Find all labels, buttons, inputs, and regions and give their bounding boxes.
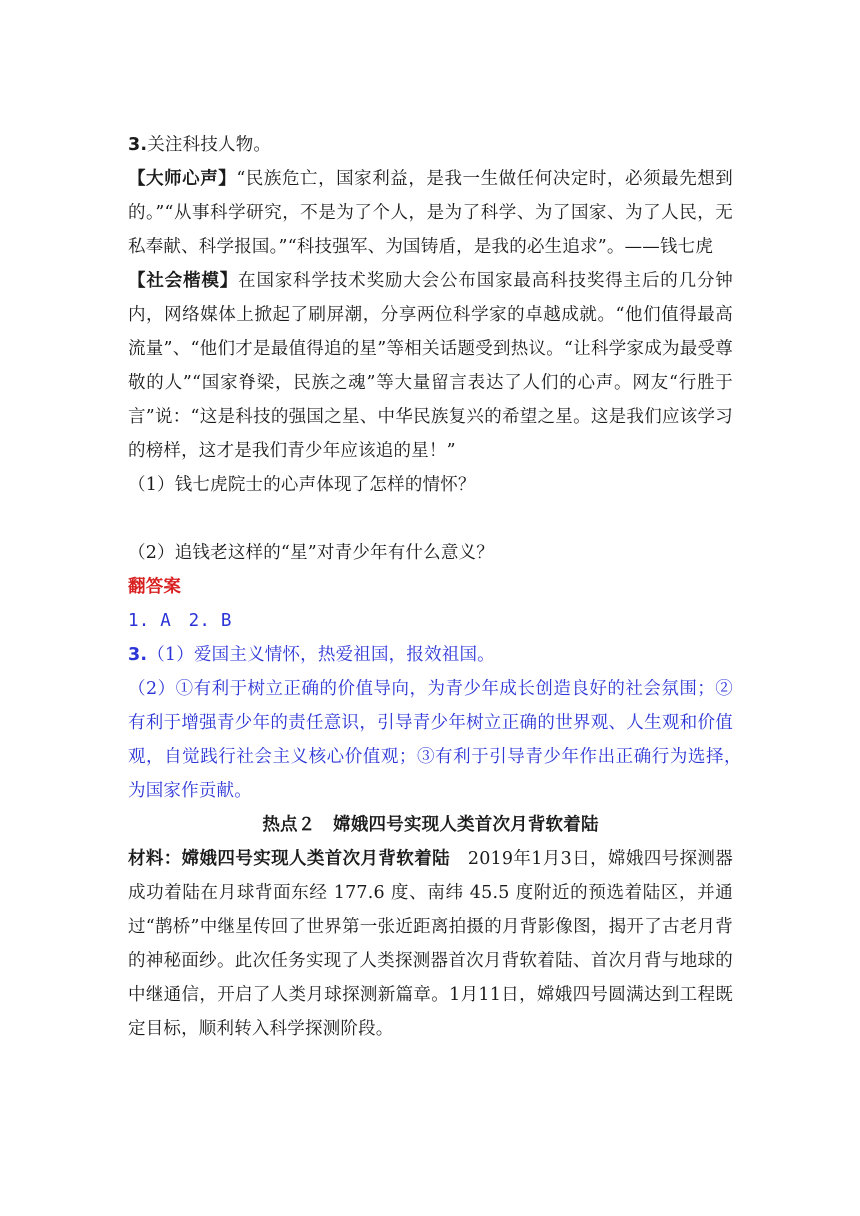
social-model-paragraph [128,264,733,468]
heading-number: 3. [128,135,148,155]
answer-2: （2）①有利于树立正确的价值导向，为青少年成长创造良好的社会氛围；②有利于增强青少年的责任意识，引导青少年树立正确的世界观、人生观和价值观，自觉践行社会主义核心价值观；③有利于引导青少年作出正确行为选择， 为国家作贡献。 [128,679,751,801]
answer-multiple-choice: 1. A 2. B [128,611,232,631]
heading-text: 关注科技人物。 [147,135,272,155]
hotspot2-title: 热点２ 嫦娥四号实现人类首次月背软着陆 [262,815,599,835]
question-2: （2）追钱老这样的“星”对青少年有什么意义？ [128,543,494,563]
social-model-text: 在国家科学技术奖励大会公布国家最高科技奖得主后的几分钟内，网络媒体上掀起了刷屏潮，分享两位科学家的卓越成就。“他们值得最高流量”、“他们才是最值得追的星”等相关话题受到热议。“让科学家成为最受尊敬的人”“国家脊梁，民族之魂”等大量留言表达了人们的心声。网友“行胜于言”说：“这是科技的强国之星、中华民族复兴的希望之星。这是我们应该学习的榜样，这才是我们青少年应该追的星！” [128,271,733,461]
answer-space [128,502,733,536]
hotspot2-material [128,842,733,1046]
document-page [128,128,751,1046]
section3-heading [128,128,733,162]
master-voice-text: “民族危亡，国家利益，是我一生做任何决定时，必须最先想到的。”“从事科学研究，不是为了个人，是为了科学、为了国家、为了人民，无私奉献、科学报国。”“科技强军、为国铸盾，是我的必生追求”。——钱七虎 [128,169,734,257]
answers-label: 翻答案 [128,577,182,597]
social-model-label: 【社会楷模】 [128,271,239,291]
question-1: （1）钱七虎院士的心声体现了怎样的情怀？ [128,475,476,495]
material-label: 材料：嫦娥四号实现人类首次月背软着陆 [128,849,450,869]
master-voice-paragraph [128,162,733,264]
answer-1 [128,638,733,672]
answer-1-number: 3. [128,645,148,665]
answer-1-text: （1）爱国主义情怀，热爱祖国，报效祖国。 [147,645,495,665]
material-text: 2019年1月3日，嫦娥四号探测器成功着陆在月球背面东经 177.6 度、南纬 45.5 度附近的预选着陆区，并通过“鹊桥”中继星传回了世界第一张近距离拍摄的月背影像图，揭开了古老月背的神秘面纱。此次任务实现了人类探测器首次月背软着陆、首次月背与地球的中继通信，开启了人类月球探测新篇章。1月11日，嫦娥四号圆满达到工程既定目标，顺利转入科学探测阶段。 [128,849,733,1039]
master-voice-label: 【大师心声】 [128,169,237,189]
